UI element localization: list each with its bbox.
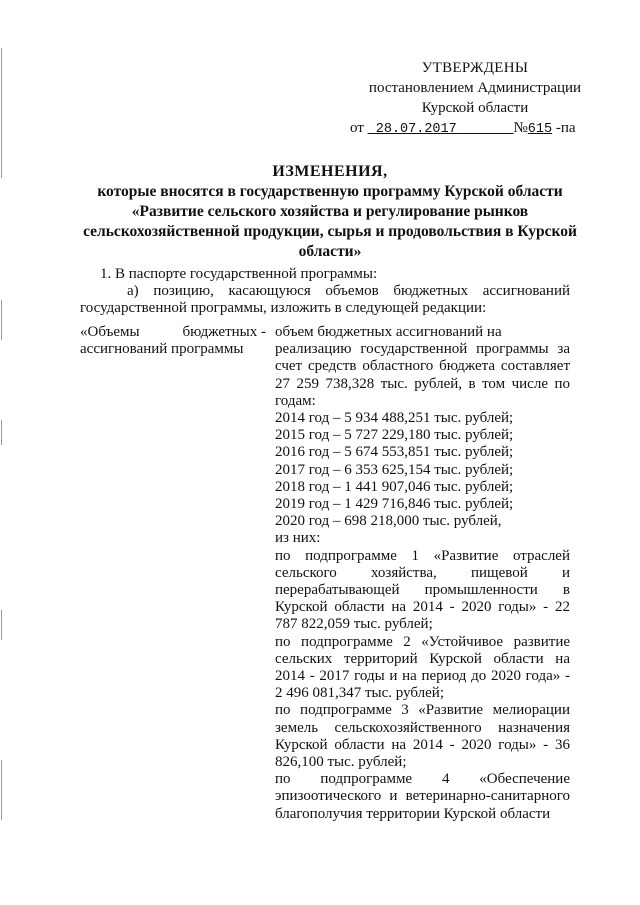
- position-label: [80, 324, 266, 358]
- approval-date-line: [350, 118, 600, 140]
- year-2014: 2014 год – 5 934 488,251 тыс. рублей;: [275, 410, 514, 427]
- year-2020: 2020 год – 698 218,000 тыс. рублей,: [275, 513, 502, 530]
- title-line-2: «Развитие сельского хозяйства и регулирование рынков: [131, 203, 529, 220]
- approved-region: Курской области: [421, 100, 529, 116]
- year-2016: 2016 год – 5 674 553,851 тыс. рублей;: [275, 444, 514, 461]
- approval-number: 615: [527, 122, 553, 137]
- date-prefix: от: [350, 120, 364, 136]
- year-2018: 2018 год – 1 441 907,046 тыс. рублей;: [275, 478, 514, 495]
- document-title: [70, 162, 590, 262]
- title-line-4: области»: [298, 243, 362, 260]
- title-line-3: сельскохозяйственной продукции, сырья и продовольствия в Курской: [83, 223, 577, 240]
- number-suffix: -па: [555, 120, 576, 136]
- label-part-1: «Объемы: [80, 324, 140, 340]
- approval-date: 28.07.2017: [375, 122, 457, 137]
- item-1a: а) позицию, касающуюся объемов бюджетных ассигнований государственной программы, изложить в следующей редакции:: [80, 283, 570, 317]
- position-value: [275, 324, 570, 823]
- body-intro: [80, 266, 570, 318]
- label-dash: -: [261, 324, 266, 340]
- of-them: из них:: [275, 530, 321, 547]
- title-line-1: которые вносятся в государственную программу Курской области: [97, 183, 563, 200]
- approved-by-resolution: постановлением Администрации: [368, 80, 582, 96]
- year-2015: 2015 год – 5 727 229,180 тыс. рублей;: [275, 427, 514, 444]
- label-part-2: бюджетных: [182, 324, 258, 340]
- approval-block: [350, 58, 600, 140]
- subprogram-3: по подпрограмме 3 «Развитие мелиорации земель сельскохозяйственного назначения Курской области на 2014 - 2020 годы» - 36 826,100 тыс. рублей;: [275, 702, 570, 771]
- year-2019: 2019 год – 1 429 716,846 тыс. рублей;: [275, 496, 514, 513]
- subprogram-4: по подпрограмме 4 «Обеспечение эпизоотического и ветеринарно-санитарного благополучия территории Курской области: [275, 771, 570, 822]
- intro-line-1: объем бюджетных ассигнований на: [275, 324, 502, 340]
- intro-rest: реализацию государственной программы за счет средств областного бюджета составляет 27 259 738,328 тыс. рублей, в том числе по годам:: [275, 341, 570, 409]
- label-line-2: ассигнований программы: [80, 341, 244, 358]
- year-2017: 2017 год – 6 353 625,154 тыс. рублей;: [275, 461, 514, 478]
- item-1: 1. В паспорте государственной программы:: [100, 266, 378, 282]
- subprogram-1: по подпрограмме 1 «Развитие отраслей сельского хозяйства, пищевой и перерабатывающей промышленности в Курской области на 2014 - 2020 годы» - 22 787 822,059 тыс. рублей;: [275, 547, 570, 633]
- scan-edge-marks: [0, 0, 4, 905]
- title-heading: ИЗМЕНЕНИЯ,: [272, 163, 388, 180]
- number-prefix: №: [513, 120, 528, 136]
- subprogram-2: по подпрограмме 2 «Устойчивое развитие сельских территорий Курской области на 2014 - 2017 годы и на период до 2020 года» - 2 496 081,347 тыс. рублей;: [275, 633, 570, 702]
- approved-heading: УТВЕРЖДЕНЫ: [421, 60, 529, 76]
